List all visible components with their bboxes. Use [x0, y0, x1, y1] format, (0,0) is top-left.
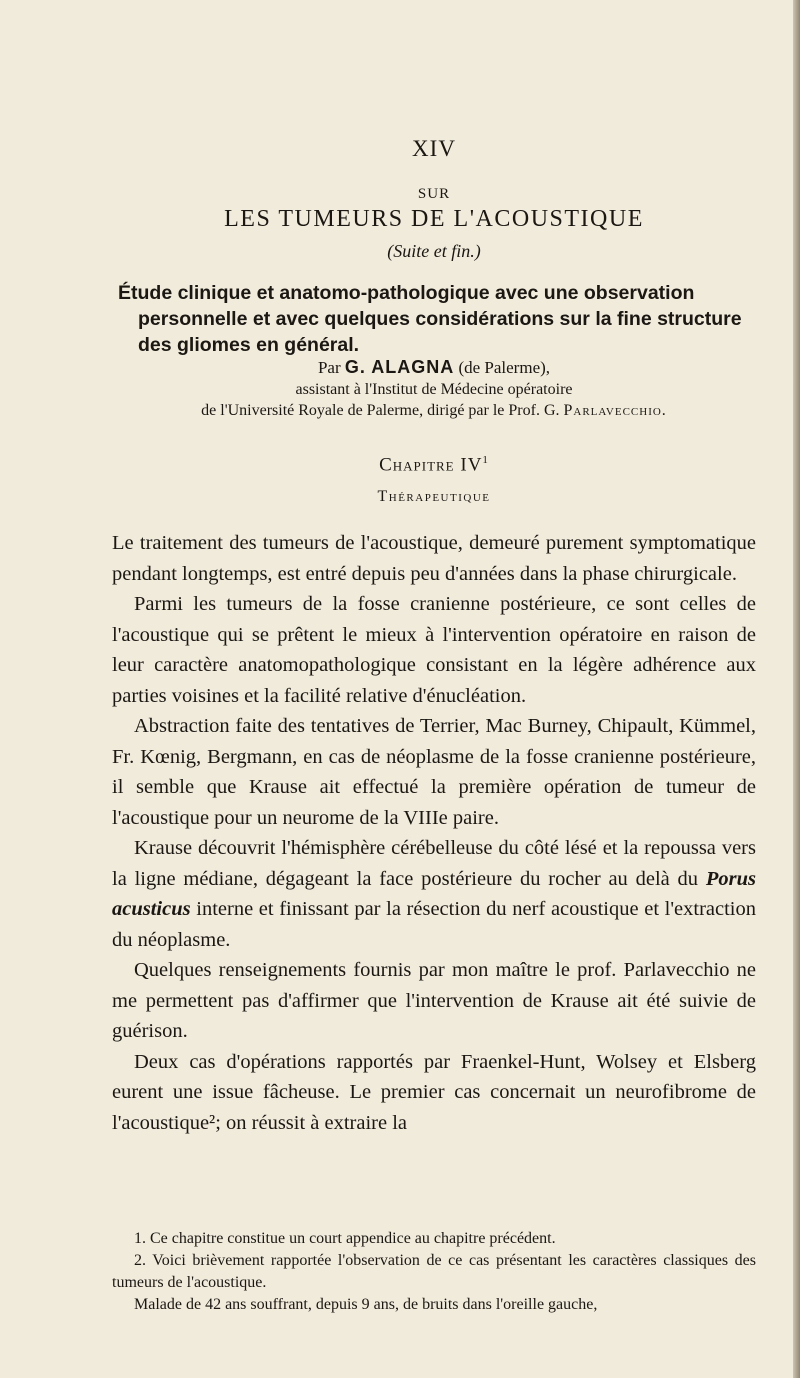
paragraph-4 — [112, 833, 756, 955]
paragraph-5: Quelques renseignements fournis par mon maître le prof. Parlavecchio ne me permettent pas d'affirmer que l'intervention de Krause ait été suivie de guérison. — [112, 959, 756, 1042]
author-name: G. ALAGNA — [344, 357, 455, 377]
paragraph-4-part-a: Krause découvrit l'hémisphère cérébelleuse du côté lésé et la repoussa vers la ligne médiane, dégageant la face postérieure du rocher au delà du — [112, 837, 756, 890]
affiliation-text: de l'Université Royale de Palerme, dirigé par le Prof. G. — [201, 402, 560, 419]
article-title: LES TUMEURS DE L'ACOUSTIQUE — [224, 206, 644, 232]
author-affiliation-1: assistant à l'Institut de Médecine opératoire — [295, 381, 573, 398]
body-text — [112, 528, 756, 1138]
footnote-1: 1. Ce chapitre constitue un court appendice au chapitre précédent. — [134, 1230, 556, 1247]
director-name: Parlavecchio. — [563, 402, 667, 419]
chapter-heading — [112, 454, 756, 476]
continuation-note: (Suite et fin.) — [387, 241, 481, 261]
chapter-number: XIV — [412, 136, 456, 161]
author-affiliation-2 — [100, 402, 768, 420]
paragraph-2: Parmi les tumeurs de la fosse cranienne postérieure, ce sont celles de l'acoustique qui se prêtent le mieux à l'intervention opératoire en raison de leur caractère anatomopathologique consistant en la légère adhérence aux parties voisines et la facilité relative d'énucléation. — [112, 593, 756, 707]
paragraph-3: Abstraction faite des tentatives de Terrier, Mac Burney, Chipault, Kümmel, Fr. Kœnig, Bergmann, en cas de néoplasme de la fosse cranienne postérieure, il semble que Krause ait effectué la première opération de tumeur de l'acoustique pour un neurome de la VIIIe paire. — [112, 715, 756, 829]
footnote-2-continued: Malade de 42 ans souffrant, depuis 9 ans, de bruits dans l'oreille gauche, — [134, 1296, 598, 1313]
footnote-2: 2. Voici brièvement rapportée l'observation de ce cas présentant les caractères classiques des tumeurs de l'acoustique. — [112, 1252, 756, 1291]
article-subtitle: Étude clinique et anatomo-pathologique avec une observation personnelle et avec quelques considérations sur la fine structure des gliomes en général. — [118, 282, 742, 356]
chapter-label: Chapitre IV — [379, 454, 483, 476]
porus-acusticus-term: Porus acusticus — [112, 867, 757, 920]
paragraph-4-part-b: interne et finissant par la résection du nerf acoustique et l'extraction du néoplasme. — [112, 898, 757, 951]
footnotes — [112, 1228, 756, 1316]
paragraph-6: Deux cas d'opérations rapportés par Fraenkel-Hunt, Wolsey et Elsberg eurent une issue fâcheuse. Le premier cas concernait un neurofibrome de l'acoustique²; on réussit à extraire la — [112, 1050, 756, 1134]
author-line — [112, 357, 756, 378]
author-par: Par — [317, 358, 341, 377]
page-edge-shadow — [793, 0, 800, 1378]
paragraph-1: Le traitement des tumeurs de l'acoustique, demeuré purement symptomatique pendant longtemps, est entré depuis peu d'années dans la phase chirurgicale. — [112, 532, 756, 585]
author-origin: (de Palerme), — [458, 358, 551, 377]
title-prefix: SUR — [417, 186, 451, 202]
chapter-subtitle: Thérapeutique — [377, 488, 491, 505]
footnote-ref-1: 1 — [482, 454, 489, 466]
